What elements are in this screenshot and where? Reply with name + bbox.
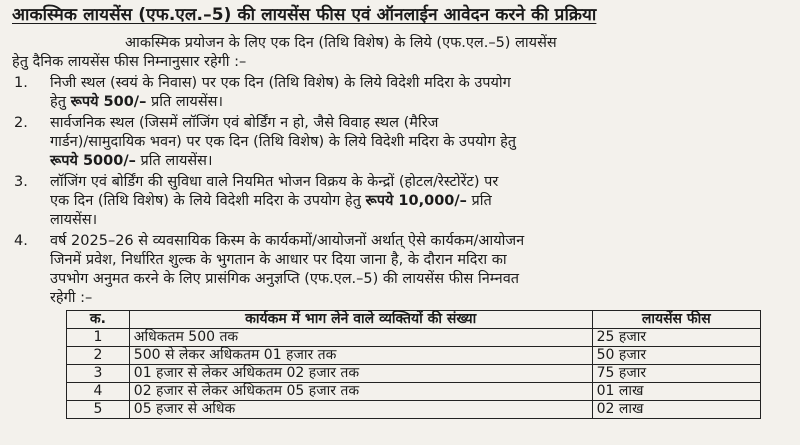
license-fee-table bbox=[66, 310, 761, 419]
item-number: 1. bbox=[14, 75, 28, 91]
list-item-2 bbox=[10, 114, 790, 171]
list-item-3 bbox=[10, 173, 790, 230]
cell-fee: 75 हजार bbox=[592, 365, 760, 383]
table-row bbox=[67, 329, 761, 347]
item-3-prefix: एक दिन (तिथि विशेष) के लिये विदेशी मदिरा के उपयोग हेतु bbox=[50, 193, 366, 209]
table-row bbox=[67, 365, 761, 383]
cell-serial: 3 bbox=[67, 365, 130, 383]
item-1-line-2 bbox=[50, 93, 790, 112]
header-participants: कार्यकम में भाग लेने वाले व्यक्तियों की संख्या bbox=[129, 311, 592, 329]
cell-serial: 2 bbox=[67, 347, 130, 365]
item-text bbox=[50, 173, 790, 230]
item-2-fee: रूपये 5000/– bbox=[50, 153, 136, 169]
item-3-line-3: लायसेंस। bbox=[50, 212, 98, 228]
cell-fee: 25 हजार bbox=[592, 329, 760, 347]
item-2-line-2: गार्डन)/सामुदायिक भवन) पर एक दिन (तिथि विशेष) के लिये विदेशी मदिरा के उपयोग हेतु bbox=[50, 134, 517, 150]
cell-participants: 02 हजार से लेकर अधिकतम 05 हजार तक bbox=[129, 383, 592, 401]
header-fee: लायसेंस फीस bbox=[592, 311, 760, 329]
item-4-line-1: वर्ष 2025–26 से व्यवसायिक किस्म के कार्यकमों/आयोजनों अर्थात् ऐसे कार्यकम/आयोजन bbox=[50, 233, 525, 249]
item-1-prefix: हेतु bbox=[50, 94, 71, 110]
page-title: आकस्मिक लायसेंस (एफ.एल.–5) की लायसेंस फीस एवं ऑनलाईन आवेदन करने की प्रक्रिया bbox=[12, 5, 597, 25]
cell-fee: 02 लाख bbox=[592, 401, 760, 419]
intro-line-2: हेतु दैनिक लायसेंस फीस निम्नानुसार रहेगी :– bbox=[12, 54, 247, 70]
item-number: 3. bbox=[14, 174, 28, 190]
item-4-line-3: उपभोग अनुमत करने के लिए प्रासंगिक अनुज्ञप्ति (एफ.एल.–5) की लायसेंस फीस निम्नवत bbox=[50, 271, 520, 287]
list-item-1 bbox=[10, 74, 790, 112]
cell-participants: 500 से लेकर अधिकतम 01 हजार तक bbox=[129, 347, 592, 365]
table-row bbox=[67, 401, 761, 419]
item-1-fee: रूपये 500/– bbox=[70, 94, 147, 110]
item-text bbox=[50, 114, 790, 171]
item-1-line-1: निजी स्थल (स्वयं के निवास) पर एक दिन (तिथि विशेष) के लिये विदेशी मदिरा के उपयोग bbox=[50, 75, 511, 91]
item-3-suffix: प्रति bbox=[466, 193, 492, 209]
list-item-4 bbox=[10, 232, 790, 308]
item-number: 4. bbox=[14, 233, 28, 249]
cell-fee: 01 लाख bbox=[592, 383, 760, 401]
cell-participants: अधिकतम 500 तक bbox=[129, 329, 592, 347]
table-header-row bbox=[67, 311, 761, 329]
item-text bbox=[50, 232, 790, 308]
intro-line-1: आकस्मिक प्रयोजन के लिए एक दिन (तिथि विशेष) के लिये (एफ.एल.–5) लायसेंस bbox=[125, 35, 557, 51]
cell-serial: 5 bbox=[67, 401, 130, 419]
cell-participants: 01 हजार से लेकर अधिकतम 02 हजार तक bbox=[129, 365, 592, 383]
table-row bbox=[67, 383, 761, 401]
item-3-line-2 bbox=[50, 192, 790, 211]
cell-serial: 1 bbox=[67, 329, 130, 347]
cell-fee: 50 हजार bbox=[592, 347, 760, 365]
header-serial: क. bbox=[67, 311, 130, 329]
cell-serial: 4 bbox=[67, 383, 130, 401]
item-1-suffix: प्रति लायसेंस। bbox=[146, 94, 223, 110]
table-row bbox=[67, 347, 761, 365]
item-4-line-2: जिनमें प्रवेश, निर्धारित शुल्क के भुगतान के आधार पर दिया जाना है, के दौरान मदिरा का bbox=[50, 252, 507, 268]
item-3-fee: रूपये 10,000/– bbox=[365, 193, 467, 209]
item-2-suffix: प्रति लायसेंस। bbox=[135, 153, 213, 169]
item-number: 2. bbox=[14, 115, 28, 131]
cell-participants: 05 हजार से अधिक bbox=[129, 401, 592, 419]
item-text bbox=[50, 74, 790, 112]
item-3-line-1: लॉजिंग एवं बोर्डिंग की सुविधा वाले नियमित भोजन विक्रय के केन्द्रों (होटल/रेस्टोरेंट) पर bbox=[50, 174, 499, 190]
intro-paragraph bbox=[10, 34, 790, 72]
item-2-line-1: सार्वजनिक स्थल (जिसमें लॉजिंग एवं बोर्डिंग न हो, जैसे विवाह स्थल (मैरिज bbox=[50, 115, 439, 131]
item-2-line-3 bbox=[50, 152, 790, 171]
item-4-line-4: रहेगी :– bbox=[50, 290, 93, 306]
